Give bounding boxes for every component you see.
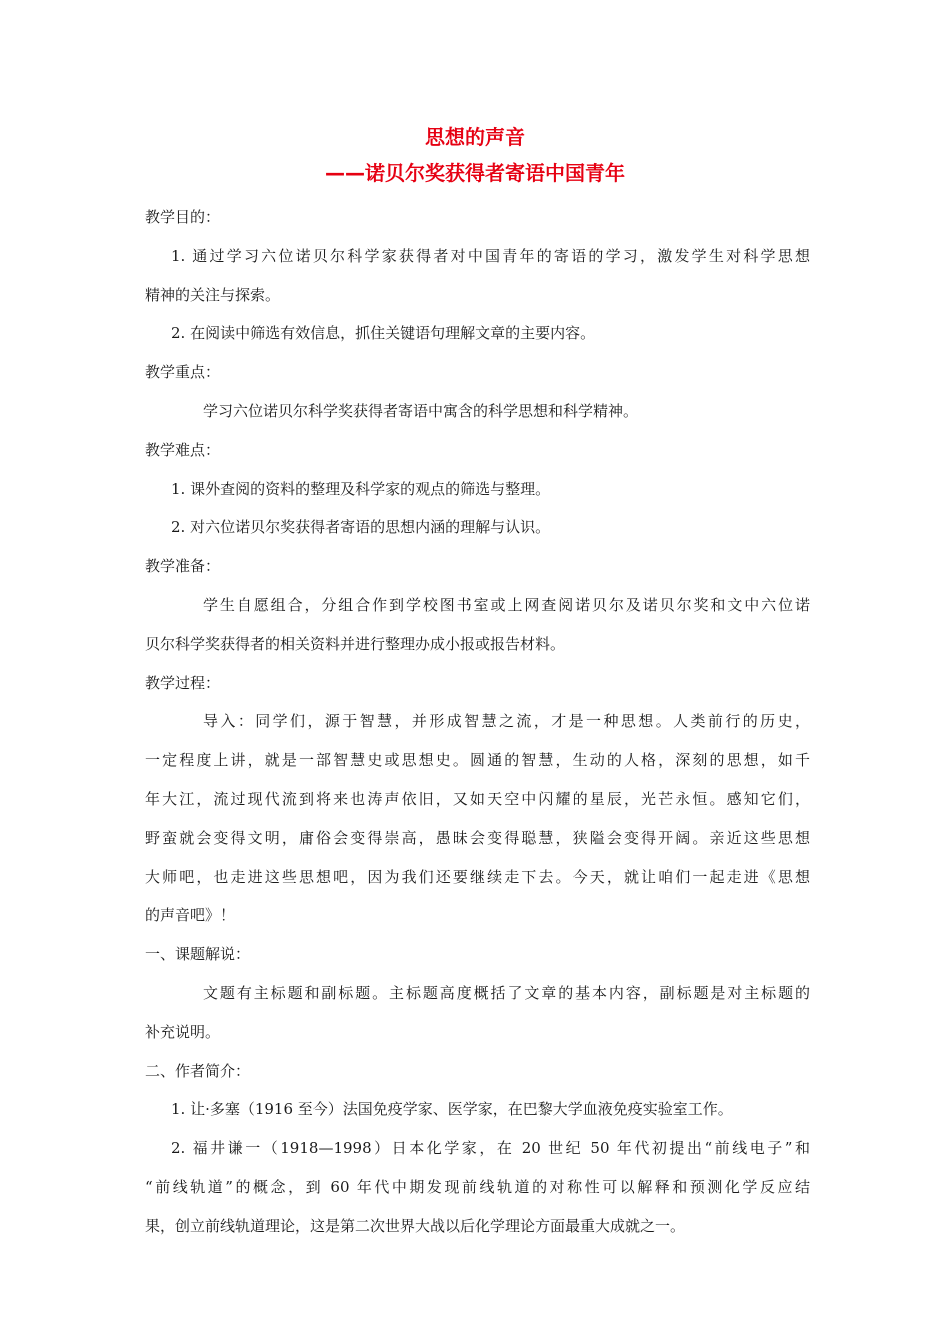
paragraph-line: 贝尔科学奖获得者的相关资料并进行整理办成小报或报告材料。 (145, 634, 566, 653)
paragraph-line: “前线轨道”的概念，到 60 年代中期发现前线轨道的对称性可以解释和预测化学反应结 (145, 1177, 810, 1196)
paragraph-line: 文题有主标题和副标题。主标题高度概括了文章的基本内容，副标题是对主标题的 (203, 983, 810, 1002)
section-heading-process: 教学过程： (145, 673, 221, 692)
paragraph-line: 2. 对六位诺贝尔奖获得者寄语的思想内涵的理解与认识。 (171, 518, 551, 537)
document-subtitle: ——诺贝尔奖获得者寄语中国青年 (325, 161, 625, 185)
document-title: 思想的声音 (425, 125, 525, 149)
paragraph-line: 补充说明。 (145, 1022, 221, 1041)
section-heading-key-points: 教学重点： (145, 363, 221, 382)
paragraph-line: 1. 让·多塞（1916 至今）法国免疫学家、医学家，在巴黎大学血液免疫实验室工作。 (171, 1100, 733, 1119)
paragraph-line: 一定程度上讲，就是一部智慧史或思想史。圆通的智慧，生动的人格，深刻的思想，如千 (145, 751, 810, 770)
paragraph-line: 2. 福井谦一（1918—1998）日本化学家，在 20 世纪 50 年代初提出“前线电子”和 (171, 1139, 810, 1158)
paragraph-line: 精神的关注与探索。 (145, 285, 281, 304)
document-body (145, 198, 810, 1246)
paragraph-line: 1. 通过学习六位诺贝尔科学家获得者对中国青年的寄语的学习，激发学生对科学思想 (171, 246, 810, 265)
paragraph-line: 导入：同学们，源于智慧，并形成智慧之流，才是一种思想。人类前行的历史， (203, 712, 810, 731)
paragraph-line: 2. 在阅读中筛选有效信息，抓住关键语句理解文章的主要内容。 (171, 324, 596, 343)
paragraph-line: 大师吧，也走进这些思想吧，因为我们还要继续走下去。今天，就让咱们一起走进《思想 (145, 867, 810, 886)
section-heading-topic: 一、课题解说： (145, 945, 251, 964)
section-heading-difficulties: 教学难点： (145, 440, 221, 459)
paragraph-line: 年大江，流过现代流到将来也涛声依旧，又如天空中闪耀的星辰，光芒永恒。感知它们， (145, 789, 810, 808)
section-heading-objectives: 教学目的： (145, 208, 221, 226)
paragraph-line: 1. 课外查阅的资料的整理及科学家的观点的筛选与整理。 (171, 479, 551, 498)
section-heading-authors: 二、作者简介： (145, 1061, 251, 1080)
paragraph-line: 果，创立前线轨道理论，这是第二次世界大战以后化学理论方面最重大成就之一。 (145, 1216, 686, 1235)
paragraph-line: 野蛮就会变得文明，庸俗会变得崇高，愚昧会变得聪慧，狭隘会变得开阔。亲近这些思想 (145, 828, 810, 847)
paragraph-line: 学习六位诺贝尔科学奖获得者寄语中寓含的科学思想和科学精神。 (203, 401, 639, 420)
paragraph-line: 学生自愿组合，分组合作到学校图书室或上网查阅诺贝尔及诺贝尔奖和文中六位诺 (203, 595, 810, 614)
paragraph-line: 的声音吧》！ (145, 906, 236, 925)
section-heading-preparation: 教学准备： (145, 557, 221, 576)
